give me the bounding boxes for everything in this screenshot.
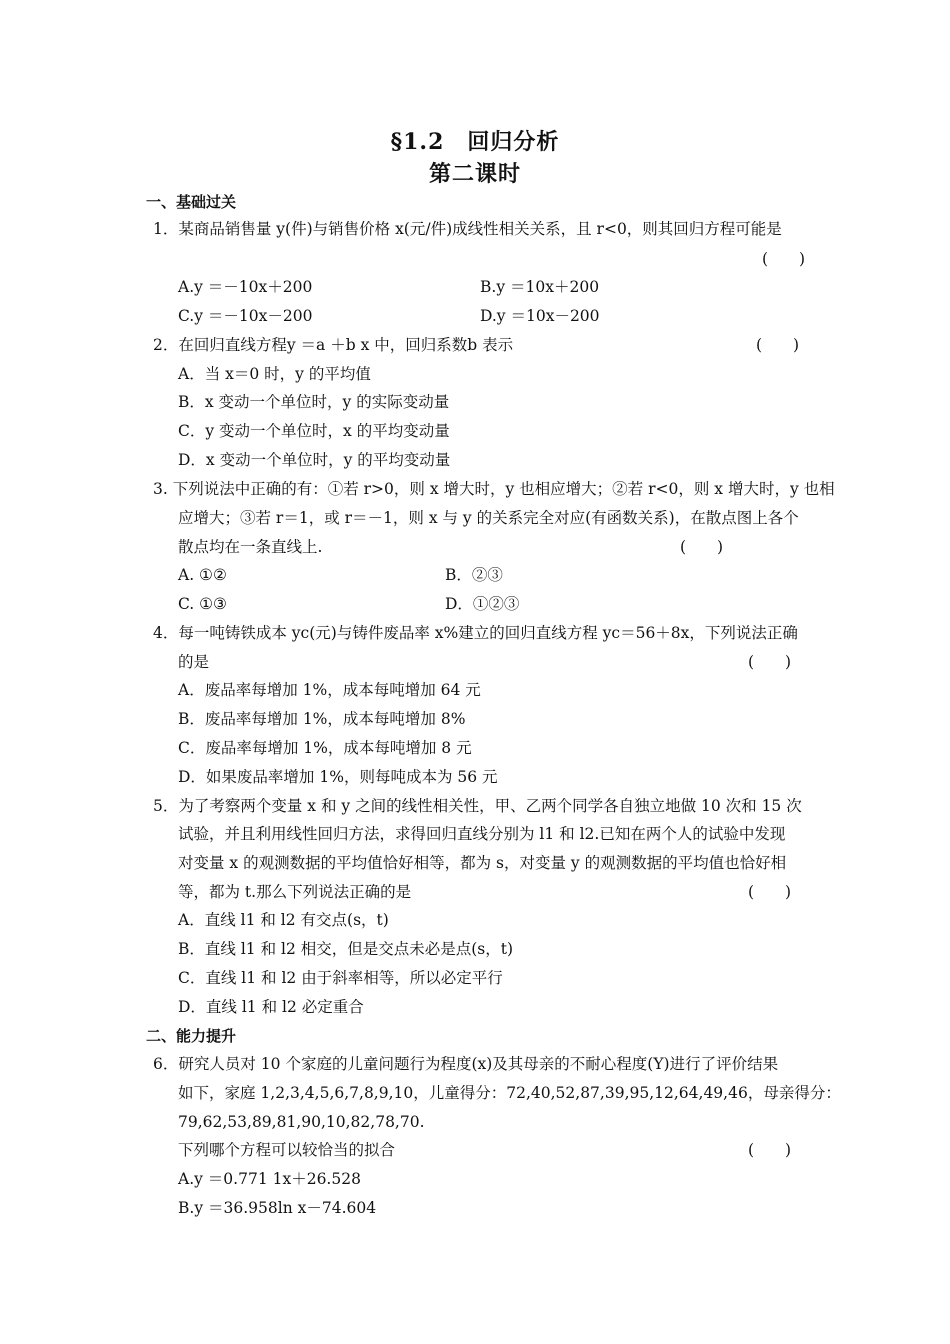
section-heading-basics: 一、基础过关	[146, 193, 237, 211]
q4-option-b: B．废品率每增加 1%，成本每吨增加 8%	[178, 710, 466, 728]
q6-option-a: A.y ＝0.771 1x＋26.528	[178, 1170, 361, 1188]
q4-stem-line1: 4．每一吨铸铁成本 yc(元)与铸件废品率 x%建立的回归直线方程 yc＝56＋8x，下列说法正确	[153, 624, 798, 642]
q4-option-d: D．如果废品率增加 1%，则每吨成本为 56 元	[178, 768, 498, 786]
q1-stem: 1．某商品销售量 y(件)与销售价格 x(元/件)成线性相关关系，且 r<0，则其回归方程可能是	[153, 220, 782, 238]
q5-stem-line1: 5．为了考察两个变量 x 和 y 之间的线性相关性，甲、乙两个同学各自独立地做 10 次和 15 次	[153, 797, 802, 815]
section-heading-advanced: 二、能力提升	[146, 1027, 237, 1045]
q5-stem-line2: 试验，并且利用线性回归方法，求得回归直线分别为 l1 和 l2.已知在两个人的试验中发现	[178, 825, 786, 843]
q6-stem-line3: 79,62,53,89,81,90,10,82,78,70.	[178, 1113, 425, 1131]
q5-option-a: A．直线 l1 和 l2 有交点(s，t)	[178, 911, 389, 929]
q6-stem-line1: 6．研究人员对 10 个家庭的儿童问题行为程度(x)及其母亲的不耐心程度(Y)进行了评价结果	[153, 1055, 779, 1073]
q4-stem-line2: 的是	[178, 653, 210, 671]
q5-option-c: C．直线 l1 和 l2 由于斜率相等，所以必定平行	[178, 969, 503, 987]
q6-answer-paren: ( )	[748, 1141, 792, 1159]
q4-option-c: C．废品率每增加 1%，成本每吨增加 8 元	[178, 739, 472, 757]
q5-stem-line3: 对变量 x 的观测数据的平均值恰好相等，都为 s，对变量 y 的观测数据的平均值也恰好相	[178, 854, 787, 872]
page-subtitle: 第二课时	[428, 161, 521, 187]
q2-stem: 2．在回归直线方程y ＝a ＋b x 中，回归系数b 表示	[153, 336, 514, 354]
q3-option-d: D．①②③	[445, 595, 520, 613]
q5-option-b: B．直线 l1 和 l2 相交，但是交点未必是点(s，t)	[178, 940, 514, 958]
q3-option-a: A. ①②	[178, 566, 227, 584]
q5-answer-paren: ( )	[748, 883, 792, 901]
q2-option-b: B．x 变动一个单位时，y 的实际变动量	[178, 393, 450, 411]
q3-option-b: B．②③	[445, 566, 503, 584]
q2-option-a: A．当 x＝0 时，y 的平均值	[178, 365, 371, 383]
q2-answer-paren: ( )	[756, 336, 800, 354]
q1-option-c: C.y ＝－10x－200	[178, 307, 313, 325]
q2-option-d: D．x 变动一个单位时，y 的平均变动量	[178, 451, 451, 469]
q3-answer-paren: ( )	[680, 538, 724, 556]
q3-stem-line1: 3. 下列说法中正确的有：①若 r>0，则 x 增大时，y 也相应增大；②若 r<0，则 x 增大时，y 也相	[153, 480, 835, 498]
q1-option-d: D.y ＝10x－200	[480, 307, 600, 325]
q4-option-a: A．废品率每增加 1%，成本每吨增加 64 元	[178, 681, 481, 699]
q4-answer-paren: ( )	[748, 653, 792, 671]
q2-option-c: C．y 变动一个单位时，x 的平均变动量	[178, 422, 450, 440]
q1-option-a: A.y ＝－10x＋200	[178, 278, 313, 296]
q3-stem-line3: 散点均在一条直线上.	[178, 538, 323, 556]
q5-stem-line4: 等，都为 t.那么下列说法正确的是	[178, 883, 412, 901]
q1-option-b: B.y ＝10x＋200	[480, 278, 600, 296]
q1-answer-paren: ( )	[762, 250, 806, 268]
q3-option-c: C. ①③	[178, 595, 227, 613]
q3-stem-line2: 应增大；③若 r＝1，或 r＝－1，则 x 与 y 的关系完全对应(有函数关系)，在散点图上各个	[178, 509, 799, 527]
q6-stem-line2: 如下，家庭 1,2,3,4,5,6,7,8,9,10，儿童得分：72,40,52,87,39,95,12,64,49,46，母亲得分：	[178, 1084, 841, 1102]
page-title: §1.2 回归分析	[390, 129, 560, 155]
q6-stem-line4: 下列哪个方程可以较恰当的拟合	[178, 1141, 396, 1159]
q5-option-d: D．直线 l1 和 l2 必定重合	[178, 998, 364, 1016]
q6-option-b: B.y ＝36.958ln x－74.604	[178, 1199, 377, 1217]
